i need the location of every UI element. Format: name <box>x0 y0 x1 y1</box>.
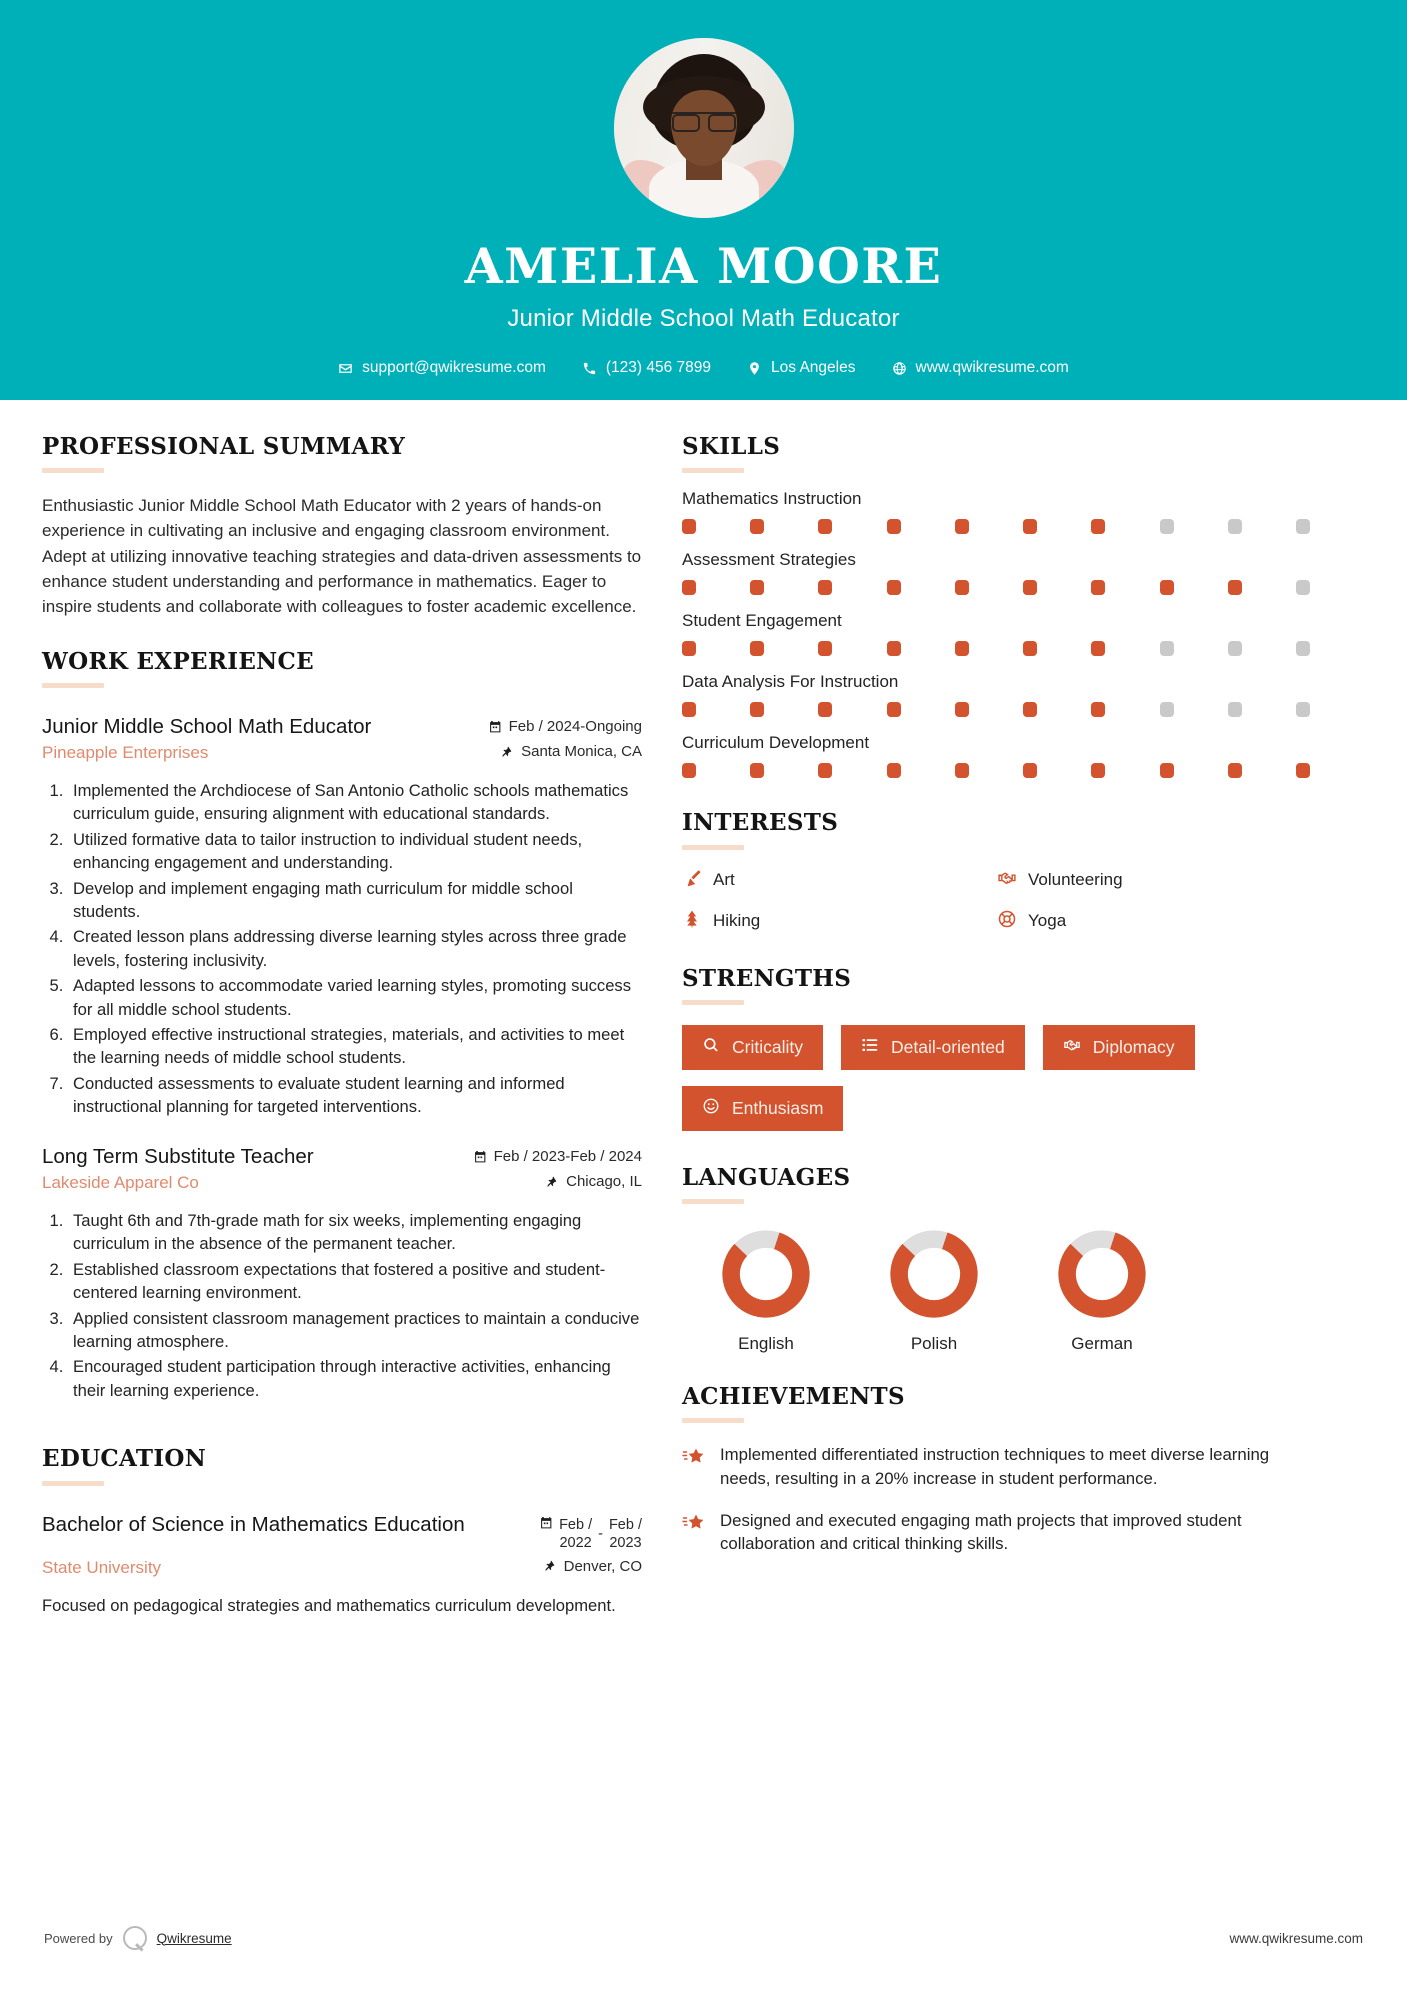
section-rule <box>42 1481 104 1486</box>
skill-dot <box>1228 641 1242 656</box>
qwikresume-link[interactable]: Qwikresume <box>156 1930 232 1946</box>
strength-label: Criticality <box>732 1036 803 1057</box>
skill-dot <box>1091 580 1105 595</box>
language-item <box>682 1228 850 1354</box>
skill-dot <box>1023 702 1037 717</box>
achievements-list <box>682 1443 1312 1555</box>
skill-item <box>682 489 1312 534</box>
pushpin-icon <box>544 1559 557 1573</box>
resume-header <box>0 0 1407 400</box>
skill-dot <box>955 580 969 595</box>
list-item: 6. Employed effective instructional strategies, materials, and activities to meet the learning needs of middle school students. <box>68 1023 642 1070</box>
skill-rating <box>682 641 1312 656</box>
section-title-interests: INTERESTS <box>682 809 839 837</box>
calendar-icon <box>474 1150 487 1164</box>
education-date-start: Feb / 2022 <box>559 1516 593 1551</box>
interest-item <box>997 868 1312 893</box>
skill-name: Data Analysis For Instruction <box>682 672 899 692</box>
skill-name: Student Engagement <box>682 611 842 631</box>
skill-dot <box>955 702 969 717</box>
skill-dot <box>1160 702 1174 717</box>
skill-dot <box>682 641 696 656</box>
skill-item <box>682 733 1312 778</box>
section-rule <box>682 845 744 850</box>
education-school: State University <box>42 1557 162 1577</box>
job-role-subtitle: Junior Middle School Math Educator <box>507 305 900 332</box>
left-column <box>42 434 642 1623</box>
skill-dot <box>682 763 696 778</box>
globe-icon <box>892 361 907 376</box>
list-icon <box>861 1036 879 1059</box>
work-entry-meta <box>489 714 642 735</box>
education-note: Focused on pedagogical strategies and mathematics curriculum development. <box>42 1595 616 1615</box>
interests-list <box>682 868 1312 934</box>
skill-dot <box>1296 702 1310 717</box>
skill-dot <box>750 580 764 595</box>
list-item: 4. Encouraged student participation through interactive activities, enhancing their learning experience. <box>68 1355 642 1402</box>
pushpin-icon <box>546 1175 559 1189</box>
skill-dot <box>1228 763 1242 778</box>
section-title-summary: PROFESSIONAL SUMMARY <box>42 433 406 460</box>
skill-dot <box>1160 641 1174 656</box>
skill-dot <box>1296 580 1310 595</box>
interest-label: Hiking <box>713 911 761 931</box>
skill-dot <box>818 763 832 778</box>
calendar-icon <box>540 1516 553 1530</box>
pine-tree-icon <box>682 909 702 934</box>
section-rule <box>42 683 104 688</box>
section-title-achievements: ACHIEVEMENTS <box>682 1383 905 1411</box>
skill-dot <box>887 519 901 534</box>
section-rule <box>682 1199 744 1204</box>
skill-dot <box>1160 580 1174 595</box>
section-title-skills: SKILLS <box>682 433 781 460</box>
contact-website-text: www.qwikresume.com <box>915 359 1069 376</box>
section-work-experience <box>42 649 642 1402</box>
section-languages <box>682 1165 1312 1354</box>
page-title: AMELIA MOORE <box>464 237 943 295</box>
skill-dot <box>1023 519 1037 534</box>
interest-label: Art <box>713 870 735 890</box>
languages-list <box>682 1228 1312 1354</box>
skill-name: Curriculum Development <box>682 733 870 753</box>
section-skills <box>682 434 1312 778</box>
interest-item <box>682 909 997 934</box>
skill-dot <box>1023 580 1037 595</box>
achievement-item <box>682 1443 1312 1490</box>
magnifier-icon <box>702 1036 720 1059</box>
skill-dot <box>887 641 901 656</box>
skill-rating <box>682 702 1312 717</box>
strength-label: Diplomacy <box>1092 1036 1175 1057</box>
work-entry-meta <box>474 1144 642 1165</box>
work-entry <box>42 1144 642 1402</box>
skill-dot <box>682 580 696 595</box>
skill-item <box>682 611 1312 656</box>
skill-dot <box>750 702 764 717</box>
pushpin-icon <box>501 745 514 759</box>
strength-chip <box>682 1086 843 1131</box>
powered-by-block <box>44 1926 232 1950</box>
skill-dot <box>1228 702 1242 717</box>
education-meta <box>540 1512 642 1552</box>
language-donut-chart <box>720 1228 812 1320</box>
strength-chip <box>1043 1025 1195 1070</box>
contact-location[interactable] <box>729 359 873 377</box>
page-footer <box>0 1926 1407 1950</box>
work-entry-company: Lakeside Apparel Co <box>42 1173 199 1193</box>
skill-dot <box>1091 702 1105 717</box>
envelope-icon <box>338 361 353 376</box>
work-entry-list <box>42 714 642 1402</box>
list-item: 2. Utilized formative data to tailor instruction to individual student needs, enhancing engagement and understanding. <box>68 828 642 875</box>
list-item: 2. Established classroom expectations that fostered a positive and student-centered learning environment. <box>68 1258 642 1305</box>
work-entry-location: Chicago, IL <box>546 1173 642 1190</box>
section-interests <box>682 810 1312 933</box>
strength-chip <box>841 1025 1025 1070</box>
contact-bar <box>320 359 1087 377</box>
education-location: Denver, CO <box>544 1558 642 1575</box>
handshake-icon <box>1063 1036 1081 1059</box>
star-badge-icon <box>682 1512 706 1536</box>
work-entry-dates: Feb / 2023-Feb / 2024 <box>474 1148 642 1165</box>
skill-dot <box>750 763 764 778</box>
strengths-list <box>682 1025 1312 1131</box>
strength-chip <box>682 1025 823 1070</box>
skill-item <box>682 550 1312 595</box>
skill-dot <box>750 641 764 656</box>
skill-dot <box>1228 519 1242 534</box>
calendar-icon <box>489 720 502 734</box>
skill-dot <box>955 763 969 778</box>
list-item: 1. Taught 6th and 7th-grade math for six weeks, implementing engaging curriculum in the absence of the permanent teacher. <box>68 1209 642 1256</box>
skill-dot <box>887 763 901 778</box>
skill-dot <box>887 702 901 717</box>
summary-text: Enthusiastic Junior Middle School Math Educator with 2 years of hands-on experience in cultivating an inclusive and engaging classroom environment. Adept at utilizing innovative teaching strategies and data-driven assessments to enhance student understanding and performance in mathematics. Eager to inspire students and collaborate with colleagues to foster academic excellence. <box>42 496 642 616</box>
section-title-strengths: STRENGTHS <box>682 964 852 992</box>
skill-dot <box>1091 519 1105 534</box>
education-date-separator: - <box>598 1525 603 1542</box>
section-achievements <box>682 1384 1312 1555</box>
powered-by-label: Powered by <box>44 1930 113 1946</box>
language-label: German <box>1071 1334 1133 1354</box>
contact-email-text: support@qwikresume.com <box>362 359 546 376</box>
skill-dot <box>682 702 696 717</box>
work-entry-company: Pineapple Enterprises <box>42 743 209 762</box>
interest-item <box>682 868 997 893</box>
skill-dot <box>1296 641 1310 656</box>
skill-dot <box>1160 763 1174 778</box>
list-item: 5. Adapted lessons to accommodate varied learning styles, promoting success for all middle school students. <box>68 974 642 1021</box>
list-item: 7. Conducted assessments to evaluate student learning and informed instructional planning for targeted interventions. <box>68 1072 642 1119</box>
skill-name: Mathematics Instruction <box>682 489 862 509</box>
skill-dot <box>955 641 969 656</box>
section-strengths <box>682 966 1312 1131</box>
achievement-item <box>682 1509 1312 1556</box>
education-entry-list <box>42 1512 642 1618</box>
work-entry-bullets <box>68 779 642 1118</box>
skill-dot <box>1023 641 1037 656</box>
handshake-icon <box>997 868 1017 893</box>
skill-dot <box>1091 641 1105 656</box>
section-rule <box>682 1000 744 1005</box>
contact-location-text: Los Angeles <box>771 359 856 376</box>
education-dates <box>540 1516 642 1552</box>
strength-label: Detail-oriented <box>890 1036 1005 1057</box>
skill-rating <box>682 580 1312 595</box>
skill-dot <box>955 519 969 534</box>
smiley-icon <box>702 1097 720 1120</box>
interest-item <box>997 909 1312 934</box>
work-entry-title: Long Term Substitute Teacher <box>42 1145 314 1169</box>
skill-dot <box>1296 763 1310 778</box>
contact-website[interactable] <box>874 359 1087 377</box>
section-rule <box>682 1418 744 1423</box>
qwikresume-logo-icon <box>123 1926 147 1950</box>
location-pin-icon <box>747 361 762 376</box>
section-title-education: EDUCATION <box>42 1445 207 1473</box>
star-badge-icon <box>682 1446 706 1470</box>
section-title-languages: LANGUAGES <box>682 1163 851 1191</box>
skill-item <box>682 672 1312 717</box>
education-degree: Bachelor of Science in Mathematics Education <box>42 1512 465 1536</box>
interest-label: Volunteering <box>1028 870 1123 890</box>
right-column <box>682 434 1312 1623</box>
phone-icon <box>582 361 597 376</box>
language-item <box>1018 1228 1186 1354</box>
section-professional-summary <box>42 434 642 619</box>
section-rule <box>42 468 104 473</box>
strength-label: Enthusiasm <box>732 1097 824 1118</box>
education-date-end: Feb / 2023 <box>608 1516 642 1551</box>
skill-rating <box>682 519 1312 534</box>
work-entry <box>42 714 642 1118</box>
section-title-work: WORK EXPERIENCE <box>42 648 314 676</box>
skill-dot <box>818 519 832 534</box>
skills-list <box>682 489 1312 778</box>
skill-dot <box>818 580 832 595</box>
footer-website: www.qwikresume.com <box>1229 1930 1363 1946</box>
lifebuoy-icon <box>997 909 1017 934</box>
contact-phone-text: (123) 456 7899 <box>605 359 712 376</box>
list-item: 3. Develop and implement engaging math curriculum for middle school students. <box>68 877 642 924</box>
skill-dot <box>1091 763 1105 778</box>
contact-phone[interactable] <box>564 359 729 377</box>
skill-dot <box>682 519 696 534</box>
skill-dot <box>887 580 901 595</box>
skill-dot <box>1160 519 1174 534</box>
skill-dot <box>750 519 764 534</box>
work-entry-bullets <box>68 1209 642 1402</box>
skill-dot <box>1023 763 1037 778</box>
list-item: 1. Implemented the Archdiocese of San Antonio Catholic schools mathematics curriculum guide, ensuring alignment with educational standards. <box>68 779 642 826</box>
list-item: 3. Applied consistent classroom management practices to maintain a conducive learning atmosphere. <box>68 1307 642 1354</box>
work-entry-title: Junior Middle School Math Educator <box>42 715 372 739</box>
education-entry <box>42 1512 642 1618</box>
work-entry-dates: Feb / 2024-Ongoing <box>489 718 642 735</box>
list-item: 4. Created lesson plans addressing diverse learning styles across three grade levels, fostering inclusivity. <box>68 925 642 972</box>
avatar <box>614 38 794 218</box>
interest-label: Yoga <box>1028 911 1067 931</box>
section-education <box>42 1446 642 1617</box>
language-donut-chart <box>1056 1228 1148 1320</box>
skill-dot <box>818 641 832 656</box>
contact-email[interactable] <box>320 359 564 377</box>
work-entry-location: Santa Monica, CA <box>501 743 642 760</box>
skill-rating <box>682 763 1312 778</box>
skill-dot <box>1228 580 1242 595</box>
skill-dot <box>818 702 832 717</box>
language-label: Polish <box>910 1334 958 1354</box>
language-donut-chart <box>888 1228 980 1320</box>
language-item <box>850 1228 1018 1354</box>
achievement-text: Implemented differentiated instruction techniques to meet diverse learning needs, resulting in a 20% increase in student performance. <box>720 1445 1270 1488</box>
achievement-text: Designed and executed engaging math projects that improved student collaboration and critical thinking skills. <box>720 1510 1242 1554</box>
skill-dot <box>1296 519 1310 534</box>
language-label: English <box>738 1334 794 1354</box>
section-rule <box>682 468 744 473</box>
skill-name: Assessment Strategies <box>682 550 856 570</box>
paintbrush-icon <box>682 868 702 893</box>
